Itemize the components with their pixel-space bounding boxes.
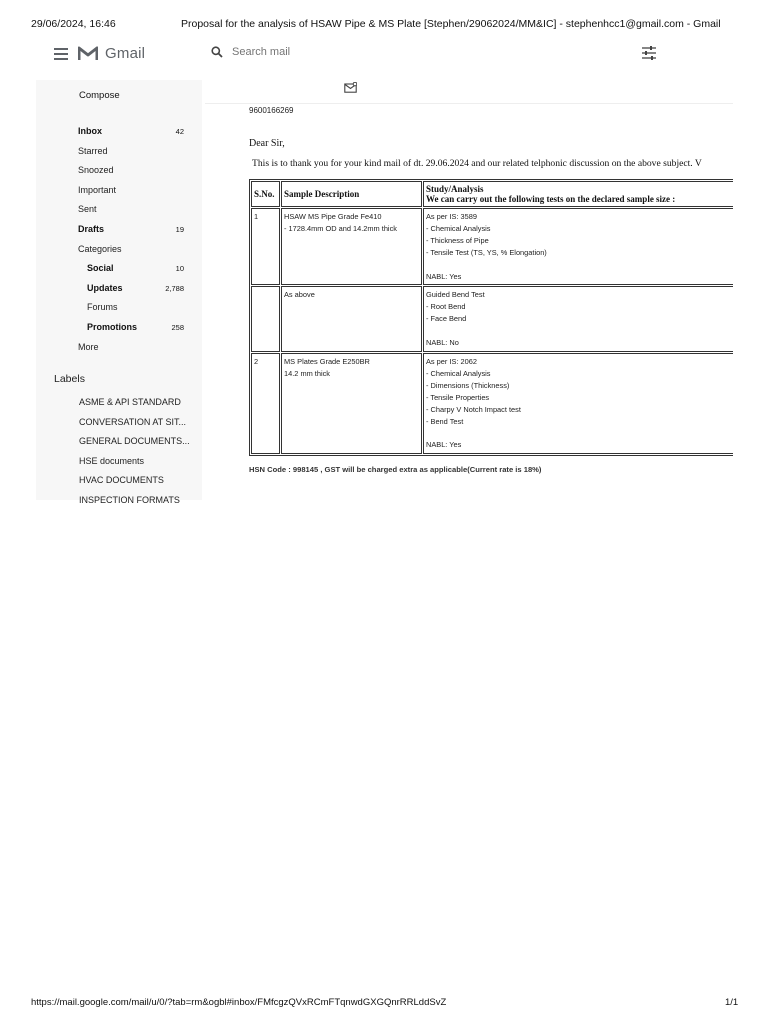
sidebar-item-count: 2,788 [165, 283, 184, 293]
table-header-row [251, 181, 733, 207]
cell-description-line: As above [284, 290, 315, 300]
cell-study-line: - Dimensions (Thickness) [426, 380, 510, 390]
print-page-title: Proposal for the analysis of HSAW Pipe & MS Plate [Stephen/29062024/MM&IC] - stephenhcc1@gmail.com - Gmail [181, 18, 721, 30]
app-name: Gmail [105, 45, 146, 62]
cell-sno: 2 [251, 353, 280, 454]
sidebar-item-important[interactable] [36, 181, 202, 201]
intro-text: This is to thank you for your kind mail of dt. 29.06.2024 and our related telphonic discussion on the above subject. V [252, 158, 702, 169]
cell-study-line: - Tensile Test (TS, YS, % Elongation) [426, 247, 547, 257]
header-study-title: Study/Analysis [426, 184, 484, 194]
cell-description-line: MS Plates Grade E250BR [284, 356, 370, 366]
labels-heading: Labels [54, 373, 85, 385]
sidebar-item-snoozed[interactable] [36, 161, 202, 181]
sender-phone: 9600166269 [249, 106, 294, 115]
tune-icon[interactable] [641, 46, 657, 60]
sidebar-item-label: Updates [87, 282, 123, 293]
cell-description [281, 353, 422, 454]
label-item[interactable]: HSE documents [79, 455, 145, 466]
cell-description [281, 286, 422, 352]
proposal-table-wrapper [249, 179, 733, 459]
sidebar-item-count: 19 [175, 224, 184, 234]
header-study-subtitle: We can carry out the following tests on the declared sample size : [426, 194, 676, 204]
table-row [251, 208, 733, 285]
label-item[interactable]: CONVERSATION AT SIT... [79, 416, 187, 427]
sidebar-item-forums[interactable] [36, 298, 202, 318]
gmail-logo-icon [78, 46, 98, 61]
print-url: https://mail.google.com/mail/u/0/?tab=rm&ogbl#inbox/FMfcgzQVxRCmFTqnwdGXGQnrRRLddSvZ [31, 997, 447, 1008]
cell-study-line: As per IS: 3589 [426, 212, 477, 221]
cell-study-line: As per IS: 2062 [426, 356, 477, 366]
sidebar-item-starred[interactable] [36, 142, 202, 162]
search-bar[interactable] [211, 46, 432, 58]
sidebar-item-label: Drafts [78, 223, 105, 234]
cell-study-line: - Chemical Analysis [426, 368, 491, 378]
sidebar-item-more[interactable] [36, 338, 202, 358]
cell-study-line: - Root Bend [426, 302, 466, 312]
cell-description-line: 14.2 mm thick [284, 368, 331, 378]
cell-study-line: - Tensile Properties [426, 392, 490, 402]
cell-study-line: Guided Bend Test [426, 290, 485, 300]
sidebar-item-promotions[interactable] [36, 318, 202, 338]
cell-study [423, 353, 733, 454]
cell-sno: 1 [251, 208, 280, 285]
sidebar-item-label: Snoozed [78, 165, 114, 176]
sidebar-item-label: Inbox [78, 126, 102, 136]
hsn-note: HSN Code : 998145 , GST will be charged extra as applicable(Current rate is 18%) [249, 465, 542, 474]
sidebar-nav [36, 122, 202, 357]
cell-study-line: - Bend Test [426, 416, 464, 426]
sidebar-item-label: Sent [78, 204, 97, 215]
cell-description [281, 208, 422, 285]
message-toolbar [205, 76, 733, 104]
header-study [423, 181, 733, 207]
table-row [251, 353, 733, 454]
proposal-table [249, 179, 733, 456]
sidebar-item-label: Starred [78, 145, 108, 156]
print-datetime: 29/06/2024, 16:46 [31, 18, 116, 30]
mail-icon[interactable] [344, 82, 357, 93]
cell-study-line: - Thickness of Pipe [426, 235, 489, 245]
sidebar-item-categories[interactable] [36, 240, 202, 260]
sidebar-item-drafts[interactable] [36, 220, 202, 240]
sidebar-item-label: Important [78, 184, 117, 195]
sidebar-item-label: Categories [78, 243, 122, 254]
sidebar-item-label: Promotions [87, 321, 138, 332]
gmail-logo[interactable] [78, 45, 145, 62]
sidebar-item-social[interactable] [36, 259, 202, 279]
print-page-number: 1/1 [725, 997, 739, 1008]
cell-study [423, 208, 733, 285]
label-item[interactable]: HVAC DOCUMENTS [79, 475, 164, 486]
cell-study-line [426, 259, 733, 271]
sidebar-item-inbox[interactable] [36, 122, 202, 142]
cell-study-line: NABL: Yes [426, 271, 462, 281]
header-description: Sample Description [281, 181, 422, 207]
search-input[interactable] [232, 46, 432, 58]
sidebar-item-label: Social [87, 263, 114, 274]
label-item[interactable]: GENERAL DOCUMENTS... [79, 436, 190, 447]
cell-study-line [426, 427, 733, 439]
cell-study-line: NABL: Yes [426, 440, 462, 450]
sidebar-item-count: 258 [171, 322, 184, 332]
cell-description-line: HSAW MS Pipe Grade Fe410 [284, 212, 382, 221]
cell-study [423, 286, 733, 352]
search-icon[interactable] [211, 46, 223, 58]
sidebar-item-count: 10 [175, 264, 184, 274]
labels-list [36, 395, 202, 513]
label-item[interactable]: ASME & API STANDARD [79, 397, 181, 407]
cell-study-line: - Chemical Analysis [426, 223, 491, 233]
sidebar-item-label: Forums [87, 302, 118, 313]
sidebar-item-count: 42 [175, 127, 184, 136]
sidebar-item-updates[interactable] [36, 279, 202, 299]
menu-icon[interactable] [54, 48, 68, 60]
cell-study-line: - Charpy V Notch Impact test [426, 404, 521, 414]
label-item[interactable]: INSPECTION FORMATS [79, 494, 180, 505]
header-sno: S.No. [251, 181, 280, 207]
cell-study-line: - Face Bend [426, 314, 467, 324]
sidebar-item-sent[interactable] [36, 200, 202, 220]
table-row [251, 286, 733, 352]
cell-description-line: - 1728.4mm OD and 14.2mm thick [284, 223, 397, 233]
greeting: Dear Sir, [249, 138, 285, 149]
cell-study-line: NABL: No [426, 338, 459, 348]
cell-study-line [426, 325, 733, 337]
sidebar-item-label: More [78, 341, 99, 352]
cell-sno [251, 286, 280, 352]
compose-button[interactable]: Compose [79, 90, 120, 101]
